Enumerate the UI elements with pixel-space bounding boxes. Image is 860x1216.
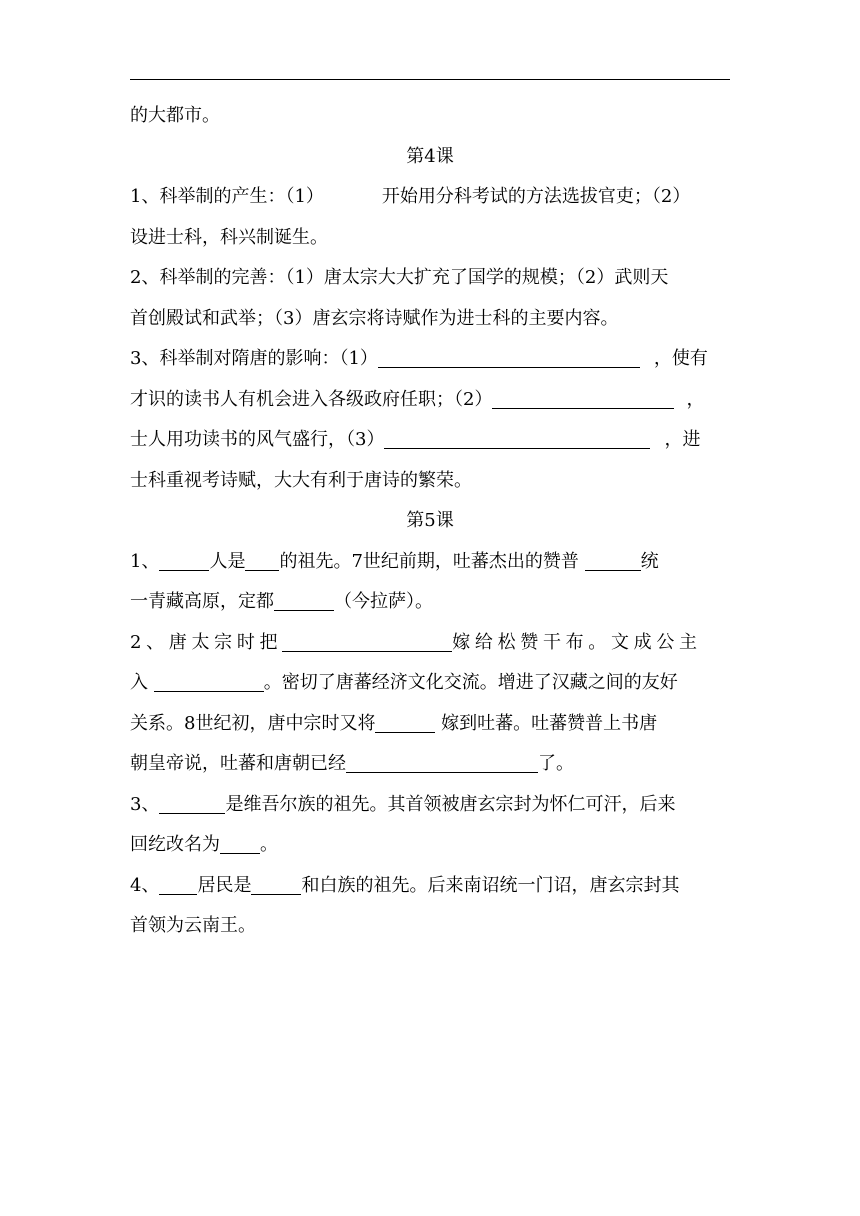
- text-line: [130, 96, 730, 137]
- item-text: 入: [130, 672, 154, 693]
- item-text: ，使有: [653, 348, 708, 369]
- answer-blank[interactable]: [375, 710, 435, 733]
- item-text: 2、唐太宗时把: [130, 631, 283, 653]
- item-text: 才识的读书人有机会进入各级政府任职；（2）: [130, 388, 493, 410]
- item-text: 的祖先。7世纪前期，吐蕃杰出的赞普: [279, 550, 585, 572]
- item-text: 一青藏高原，定都: [130, 591, 274, 612]
- answer-blank[interactable]: [274, 588, 334, 611]
- answer-blank[interactable]: [154, 669, 264, 692]
- item-text: 3、: [130, 793, 160, 815]
- answer-blank[interactable]: [159, 548, 209, 571]
- worksheet-body: [130, 96, 730, 947]
- lesson-4-item-1: [130, 177, 730, 258]
- answer-blank[interactable]: [245, 548, 279, 571]
- answer-blank[interactable]: [159, 872, 197, 895]
- item-text: 人是: [209, 550, 246, 572]
- item-text: 士人用功读书的风气盛行，（3）: [130, 429, 385, 450]
- item-text: 统: [640, 550, 659, 572]
- answer-blank[interactable]: [585, 548, 641, 571]
- lesson-title: 第5课: [406, 510, 454, 531]
- item-text: ，进: [664, 429, 701, 450]
- item-text: 。: [260, 834, 278, 855]
- answer-blank[interactable]: [384, 426, 650, 449]
- lesson-5-item-2: [130, 623, 730, 785]
- answer-blank[interactable]: [492, 386, 674, 409]
- lesson-5-heading: [130, 501, 730, 542]
- answer-blank[interactable]: [378, 345, 640, 368]
- answer-blank[interactable]: [159, 791, 225, 814]
- lesson-5-item-1: [130, 542, 730, 623]
- item-text: 和白族的祖先。后来南诏统一门诏，唐玄宗封其: [301, 874, 680, 896]
- answer-blank[interactable]: [251, 872, 301, 895]
- item-text: 4、: [130, 874, 160, 896]
- answer-blank[interactable]: [346, 750, 538, 773]
- item-text: 首创殿试和武举；（3）唐玄宗将诗赋作为进士科的主要内容。: [130, 307, 619, 329]
- lesson-4-item-3: [130, 339, 730, 501]
- item-text: （今拉萨）。: [334, 591, 433, 612]
- item-text: 朝皇帝说，吐蕃和唐朝已经: [130, 753, 346, 774]
- item-text: 2、科举制的完善：（1）唐太宗大大扩充了国学的规模；（2）武则天: [130, 267, 669, 288]
- header-rule: [130, 79, 730, 80]
- item-text: 居民是: [197, 874, 252, 896]
- item-text: 士科重视考诗赋，大大有利于唐诗的繁荣。: [130, 469, 472, 491]
- item-text: 嫁给松赞干布。文成公主: [452, 631, 702, 653]
- lesson-4-item-2: [130, 258, 730, 339]
- item-text: 1、: [130, 550, 160, 572]
- answer-blank[interactable]: [220, 831, 260, 854]
- item-text: 1、科举制的产生：（1）: [130, 186, 324, 207]
- item-text: 首领为云南王。: [130, 915, 256, 936]
- lesson-title: 第4课: [406, 145, 454, 167]
- item-text: 嫁到吐蕃。吐蕃赞普上书唐: [435, 712, 658, 734]
- lesson-4-heading: [130, 137, 730, 178]
- item-text: 3、科举制对隋唐的影响：（1）: [130, 348, 378, 369]
- answer-blank[interactable]: [282, 629, 452, 652]
- item-text: 。密切了唐蕃经济文化交流。增进了汉藏之间的友好: [263, 672, 678, 693]
- item-text: 设进士科，科兴制诞生。: [130, 226, 328, 248]
- item-text: 回纥改名为: [130, 834, 220, 855]
- lesson-5-item-4: [130, 866, 730, 947]
- item-text: 开始用分科考试的方法选拔官吏；（2）: [381, 186, 691, 207]
- item-text: 是维吾尔族的祖先。其首领被唐玄宗封为怀仁可汗，后来: [225, 793, 676, 815]
- item-text: 关系。8世纪初，唐中宗时又将: [130, 712, 376, 734]
- item-text: 了。: [538, 753, 574, 774]
- lesson-5-item-3: [130, 785, 730, 866]
- continuation-text: 的大都市。: [130, 105, 220, 126]
- item-text: ，: [686, 388, 705, 410]
